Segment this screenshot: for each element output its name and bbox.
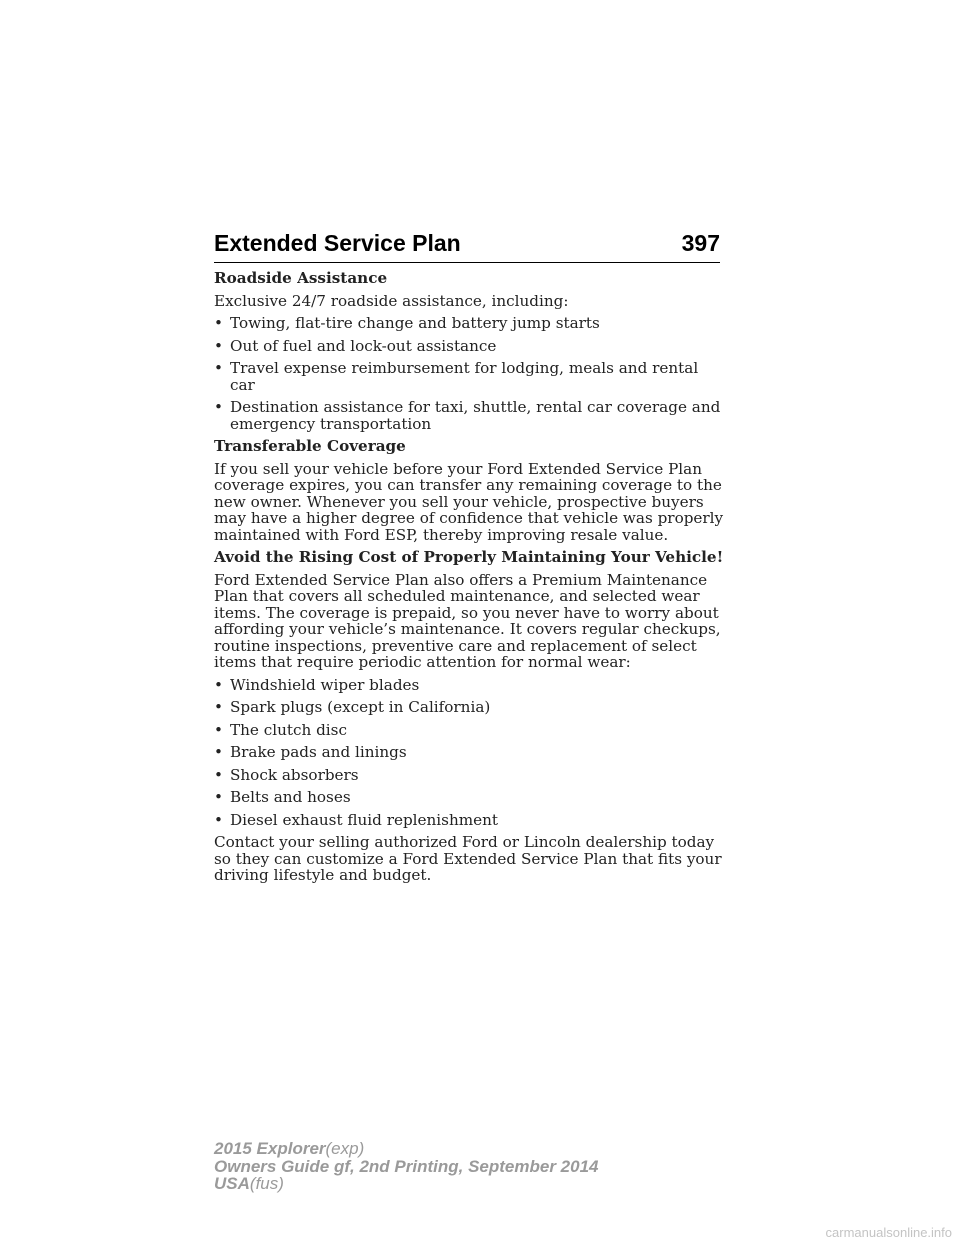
section-heading-transferable: Transferable Coverage [214,437,406,455]
list-item: • Diesel exhaust fluid replenishment [214,810,499,829]
page-header [214,226,720,263]
bullet-glyph: • [214,810,223,829]
list-item: • Belts and hoses [214,788,351,806]
page-number: 397 [681,230,720,256]
bullet-glyph: • [214,336,223,355]
bullet-glyph: • [214,720,223,739]
footer-line-market: USA(fus) [214,1174,284,1193]
watermark: carmanualsonline.info [825,1225,952,1240]
list-item: • Windshield wiper blades [214,675,420,694]
bullet-glyph: • [214,675,223,694]
bullet-glyph: • [214,398,223,416]
maintenance-closing: Contact your selling authorized Ford or Lincoln dealership today so they can customize a Ford Extended Service Plan that fits your driving lifestyle and budget. [214,833,722,884]
footer-line-model: 2015 Explorer(exp) [214,1139,365,1158]
maintenance-list [214,677,724,829]
transferable-body: If you sell your vehicle before your Ford Extended Service Plan coverage expires, you can transfer any remaining coverage to the new owner. Whenever you sell your vehicle, prospective buyers may have a higher degree of confidence that vehicle was properly maintained with Ford ESP, thereby improving resale value. [214,459,724,544]
section-heading-roadside: Roadside Assistance [214,269,388,287]
roadside-list [214,315,724,432]
list-item: • Travel expense reimbursement for lodging, meals and rental car [214,359,699,394]
document-footer [214,1140,598,1193]
roadside-intro: Exclusive 24/7 roadside assistance, including: [214,291,569,310]
bullet-glyph: • [214,698,223,716]
bullet-glyph: • [214,314,223,332]
list-item: • Destination assistance for taxi, shuttle, rental car coverage and emergency transportation [214,398,721,433]
bullet-glyph: • [214,359,223,377]
list-item: • The clutch disc [214,720,347,739]
maintenance-body: Ford Extended Service Plan also offers a Premium Maintenance Plan that covers all scheduled maintenance, and selected wear items. The coverage is prepaid, so you never have to worry about affording your vehicle’s maintenance. It covers regular checkups, routine inspections, preventive care and replacement of select items that require periodic attention for normal wear: [214,570,721,671]
page-title: Extended Service Plan [214,230,461,256]
footer-line-printing: Owners Guide gf, 2nd Printing, September 2014 [214,1156,599,1176]
bullet-glyph: • [214,765,223,784]
list-item: • Spark plugs (except in California) [214,698,491,716]
bullet-glyph: • [214,743,223,761]
page-content [214,270,724,890]
list-item: • Shock absorbers [214,765,359,784]
section-heading-maintenance: Avoid the Rising Cost of Properly Maintaining Your Vehicle! [214,548,724,566]
list-item: • Brake pads and linings [214,743,407,761]
list-item: • Towing, flat-tire change and battery jump starts [214,314,600,332]
bullet-glyph: • [214,788,223,806]
list-item: • Out of fuel and lock-out assistance [214,336,497,355]
